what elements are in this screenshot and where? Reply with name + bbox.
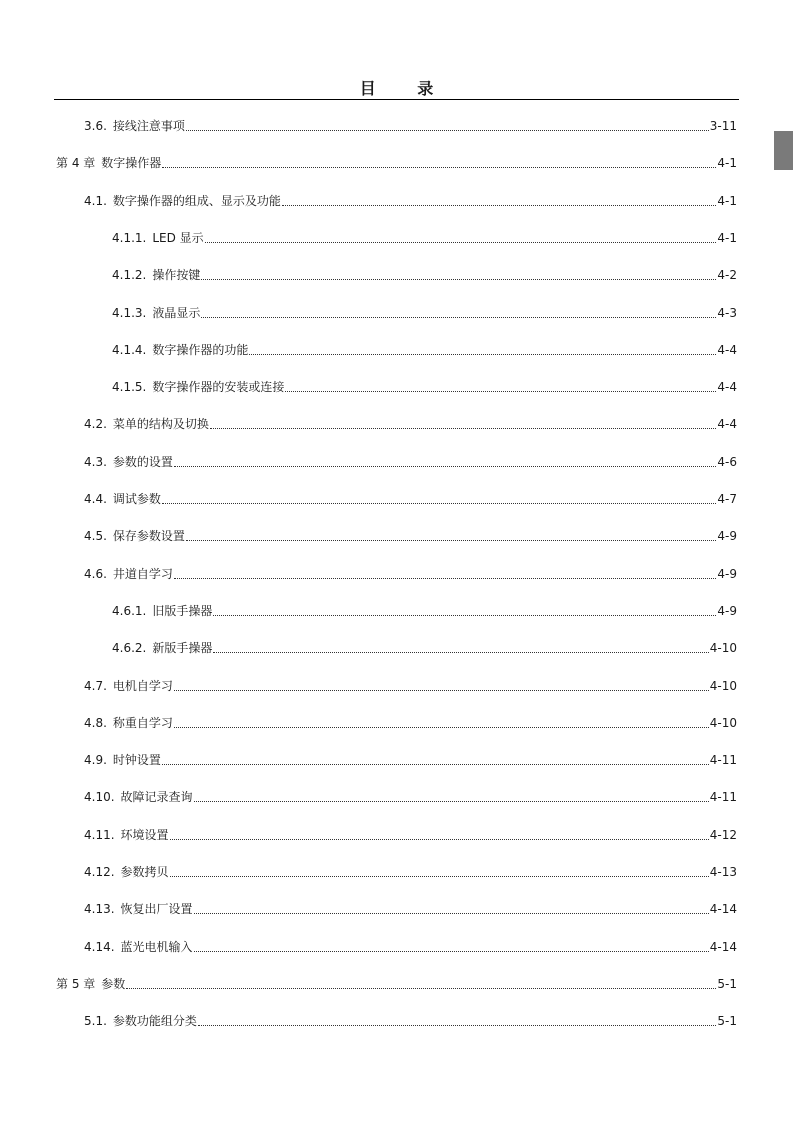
toc-entry-number: 4.1.2. bbox=[112, 268, 147, 283]
toc-entry-label bbox=[84, 826, 169, 844]
toc-entry-number: 4.10. bbox=[84, 790, 115, 805]
page-title: 目 录 bbox=[359, 79, 452, 98]
toc-entry-number: 3.6. bbox=[84, 119, 107, 133]
toc-entry-label bbox=[112, 602, 212, 620]
toc-entry-title: 参数的设置 bbox=[112, 454, 173, 469]
toc-entry[interactable] bbox=[84, 938, 737, 956]
dot-leader bbox=[194, 913, 709, 914]
dot-leader bbox=[194, 951, 709, 952]
toc-entry[interactable] bbox=[84, 192, 737, 210]
toc-entry-title: 环境设置 bbox=[120, 827, 169, 842]
toc-entry-label bbox=[84, 751, 161, 769]
toc-entry-label bbox=[112, 266, 200, 284]
dot-leader bbox=[186, 540, 716, 541]
dot-leader bbox=[282, 205, 716, 206]
dot-leader bbox=[201, 279, 716, 280]
toc-entry-page: 4-6 bbox=[717, 454, 737, 469]
toc-entry-label bbox=[112, 229, 204, 247]
toc-entry-number: 4.6. bbox=[84, 566, 107, 581]
toc-entry-number: 4.7. bbox=[84, 678, 107, 693]
toc-entry[interactable] bbox=[84, 527, 737, 545]
toc-entry-page: 4-4 bbox=[717, 417, 737, 432]
toc-entry-page: 4-10 bbox=[709, 641, 737, 656]
toc-entry[interactable] bbox=[84, 490, 737, 508]
toc-entry[interactable] bbox=[112, 229, 737, 247]
toc-entry-page: 4-9 bbox=[717, 566, 737, 581]
toc-entry-page: 4-9 bbox=[717, 603, 737, 618]
toc-entry[interactable] bbox=[112, 304, 737, 322]
toc-entry-number: 4.13. bbox=[84, 902, 115, 917]
dot-leader bbox=[170, 876, 709, 877]
toc-entry-page: 4-14 bbox=[709, 902, 737, 917]
toc-entry-title: 参数功能组分类 bbox=[112, 1014, 197, 1029]
dot-leader bbox=[249, 354, 716, 355]
toc-entry[interactable] bbox=[84, 788, 737, 806]
dot-leader bbox=[186, 130, 709, 131]
toc-entry-number: 4.8. bbox=[84, 715, 107, 730]
dot-leader bbox=[194, 801, 709, 802]
dot-leader bbox=[205, 242, 717, 243]
toc-entry-page: 4-1 bbox=[717, 230, 737, 245]
dot-leader bbox=[170, 839, 709, 840]
dot-leader bbox=[210, 428, 716, 429]
toc-entry-label bbox=[112, 304, 200, 322]
toc-entry-page: 4-7 bbox=[717, 492, 737, 506]
toc-entry-number: 4.6.1. bbox=[112, 603, 147, 618]
toc-entry[interactable] bbox=[84, 714, 737, 732]
toc-entry-title: 时钟设置 bbox=[112, 753, 161, 768]
toc-entry-label bbox=[84, 677, 173, 695]
toc-entry-label bbox=[84, 415, 209, 433]
toc-entry-title: 参数 bbox=[101, 976, 126, 991]
dot-leader bbox=[213, 615, 716, 616]
toc-entry-number: 第 5 章 bbox=[56, 976, 96, 991]
toc-entry-title: 操作按键 bbox=[152, 268, 201, 283]
dot-leader bbox=[174, 690, 709, 691]
toc-entry-number: 4.12. bbox=[84, 865, 115, 879]
toc-entry-label bbox=[56, 154, 161, 172]
toc-entry-page: 4-4 bbox=[717, 342, 737, 357]
toc-entry-label bbox=[56, 975, 125, 993]
toc-entry-label bbox=[84, 863, 169, 881]
toc-entry[interactable] bbox=[84, 863, 737, 881]
toc-entry-page: 5-1 bbox=[717, 976, 737, 991]
toc-entry-page: 4-10 bbox=[709, 678, 737, 693]
toc-entry-number: 4.1.5. bbox=[112, 380, 147, 395]
toc-entry-number: 第 4 章 bbox=[56, 156, 96, 171]
toc-entry[interactable] bbox=[84, 453, 737, 471]
toc-entry-title: 数字操作器的安装或连接 bbox=[152, 380, 285, 395]
toc-entry[interactable] bbox=[84, 117, 737, 135]
toc-entry-number: 4.9. bbox=[84, 753, 107, 768]
toc-entry-number: 4.2. bbox=[84, 417, 107, 432]
toc-entry-page: 4-14 bbox=[709, 939, 737, 954]
toc-entry-page: 4-9 bbox=[717, 529, 737, 544]
toc-entry-page: 4-3 bbox=[717, 305, 737, 320]
toc-entry-number: 4.5. bbox=[84, 529, 107, 544]
toc-entry-page: 4-4 bbox=[717, 380, 737, 395]
toc-entry-title: 蓝光电机输入 bbox=[120, 939, 193, 954]
toc-entry[interactable] bbox=[84, 900, 737, 918]
toc-entry-title: 液晶显示 bbox=[152, 305, 201, 320]
dot-leader bbox=[201, 317, 716, 318]
toc-entry-title: 故障记录查询 bbox=[120, 790, 193, 805]
toc-entry-page: 4-1 bbox=[717, 193, 737, 208]
toc-entry-label bbox=[84, 192, 281, 210]
toc-entry[interactable] bbox=[84, 565, 737, 583]
toc-entry-number: 4.6.2. bbox=[112, 641, 147, 656]
toc-entry-title: 接线注意事项 bbox=[112, 119, 185, 133]
toc-entry-page: 4-1 bbox=[717, 156, 737, 171]
toc-entry-title: LED 显示 bbox=[152, 230, 204, 245]
dot-leader bbox=[174, 466, 716, 467]
toc-entry-label bbox=[84, 900, 193, 918]
toc-entry[interactable] bbox=[112, 639, 737, 657]
toc-entry[interactable] bbox=[84, 677, 737, 695]
dot-leader bbox=[162, 167, 716, 168]
toc-entry[interactable] bbox=[84, 826, 737, 844]
toc-entry-title: 电机自学习 bbox=[112, 678, 173, 693]
toc-entry-label bbox=[84, 938, 193, 956]
toc-entry-number: 4.1.1. bbox=[112, 230, 147, 245]
toc-entry-number: 5.1. bbox=[84, 1014, 107, 1029]
toc-entry[interactable] bbox=[112, 341, 737, 359]
toc-entry-title: 新版手操器 bbox=[152, 641, 213, 656]
toc-entry-number: 4.1. bbox=[84, 193, 107, 208]
toc-entry-number: 4.11. bbox=[84, 827, 115, 842]
toc-entry-title: 调试参数 bbox=[112, 492, 161, 506]
dot-leader bbox=[213, 652, 708, 653]
toc-entry-page: 4-12 bbox=[709, 827, 737, 842]
toc-entry-label bbox=[84, 1012, 197, 1030]
toc-entry-title: 菜单的结构及切换 bbox=[112, 417, 209, 432]
dot-leader bbox=[162, 764, 709, 765]
toc-entry[interactable] bbox=[56, 975, 737, 993]
toc-entry[interactable] bbox=[56, 154, 737, 172]
toc-entry-label bbox=[84, 453, 173, 471]
toc-entry-title: 旧版手操器 bbox=[152, 603, 213, 618]
toc-entry-page: 4-10 bbox=[709, 715, 737, 730]
toc-entry-label bbox=[84, 527, 185, 545]
toc-entry-label bbox=[84, 117, 185, 135]
dot-leader bbox=[126, 988, 716, 989]
toc-entry[interactable] bbox=[84, 1012, 737, 1030]
toc-entry-title: 井道自学习 bbox=[112, 566, 173, 581]
toc-entry-page: 4-11 bbox=[709, 790, 737, 805]
toc-entry-label bbox=[84, 714, 173, 732]
dot-leader bbox=[174, 578, 716, 579]
toc-entry-title: 参数拷贝 bbox=[120, 865, 169, 879]
toc-entry-page: 4-11 bbox=[709, 753, 737, 768]
toc-entry-label bbox=[112, 378, 284, 396]
toc-entry-number: 4.3. bbox=[84, 454, 107, 469]
toc-entry-label bbox=[112, 341, 248, 359]
toc-entry-title: 数字操作器 bbox=[101, 156, 162, 171]
toc-entry-title: 称重自学习 bbox=[112, 715, 173, 730]
toc-entry[interactable] bbox=[112, 378, 737, 396]
toc-entry-number: 4.1.3. bbox=[112, 305, 147, 320]
toc-entry[interactable] bbox=[84, 751, 737, 769]
toc-entry-label bbox=[112, 639, 212, 657]
dot-leader bbox=[174, 727, 709, 728]
toc-entry-title: 恢复出厂设置 bbox=[120, 902, 193, 917]
toc-entry[interactable] bbox=[112, 266, 737, 284]
toc-entry[interactable] bbox=[84, 415, 737, 433]
toc-entry-title: 数字操作器的组成、显示及功能 bbox=[112, 193, 281, 208]
toc-entry-title: 数字操作器的功能 bbox=[152, 342, 249, 357]
toc-entry-number: 4.4. bbox=[84, 492, 107, 506]
toc-entry-page: 5-1 bbox=[717, 1014, 737, 1029]
toc-entry-label bbox=[84, 788, 193, 806]
toc-entry-number: 4.1.4. bbox=[112, 342, 147, 357]
toc-entry-page: 3-11 bbox=[709, 119, 737, 133]
dot-leader bbox=[198, 1025, 716, 1026]
toc-entry-page: 4-2 bbox=[717, 268, 737, 283]
dot-leader bbox=[285, 391, 716, 392]
toc-entry-number: 4.14. bbox=[84, 939, 115, 954]
toc-entry-label bbox=[84, 565, 173, 583]
toc-entry-label bbox=[84, 490, 161, 508]
toc-entry[interactable] bbox=[112, 602, 737, 620]
dot-leader bbox=[162, 503, 716, 504]
toc-entry-title: 保存参数设置 bbox=[112, 529, 185, 544]
toc-entry-page: 4-13 bbox=[709, 865, 737, 879]
